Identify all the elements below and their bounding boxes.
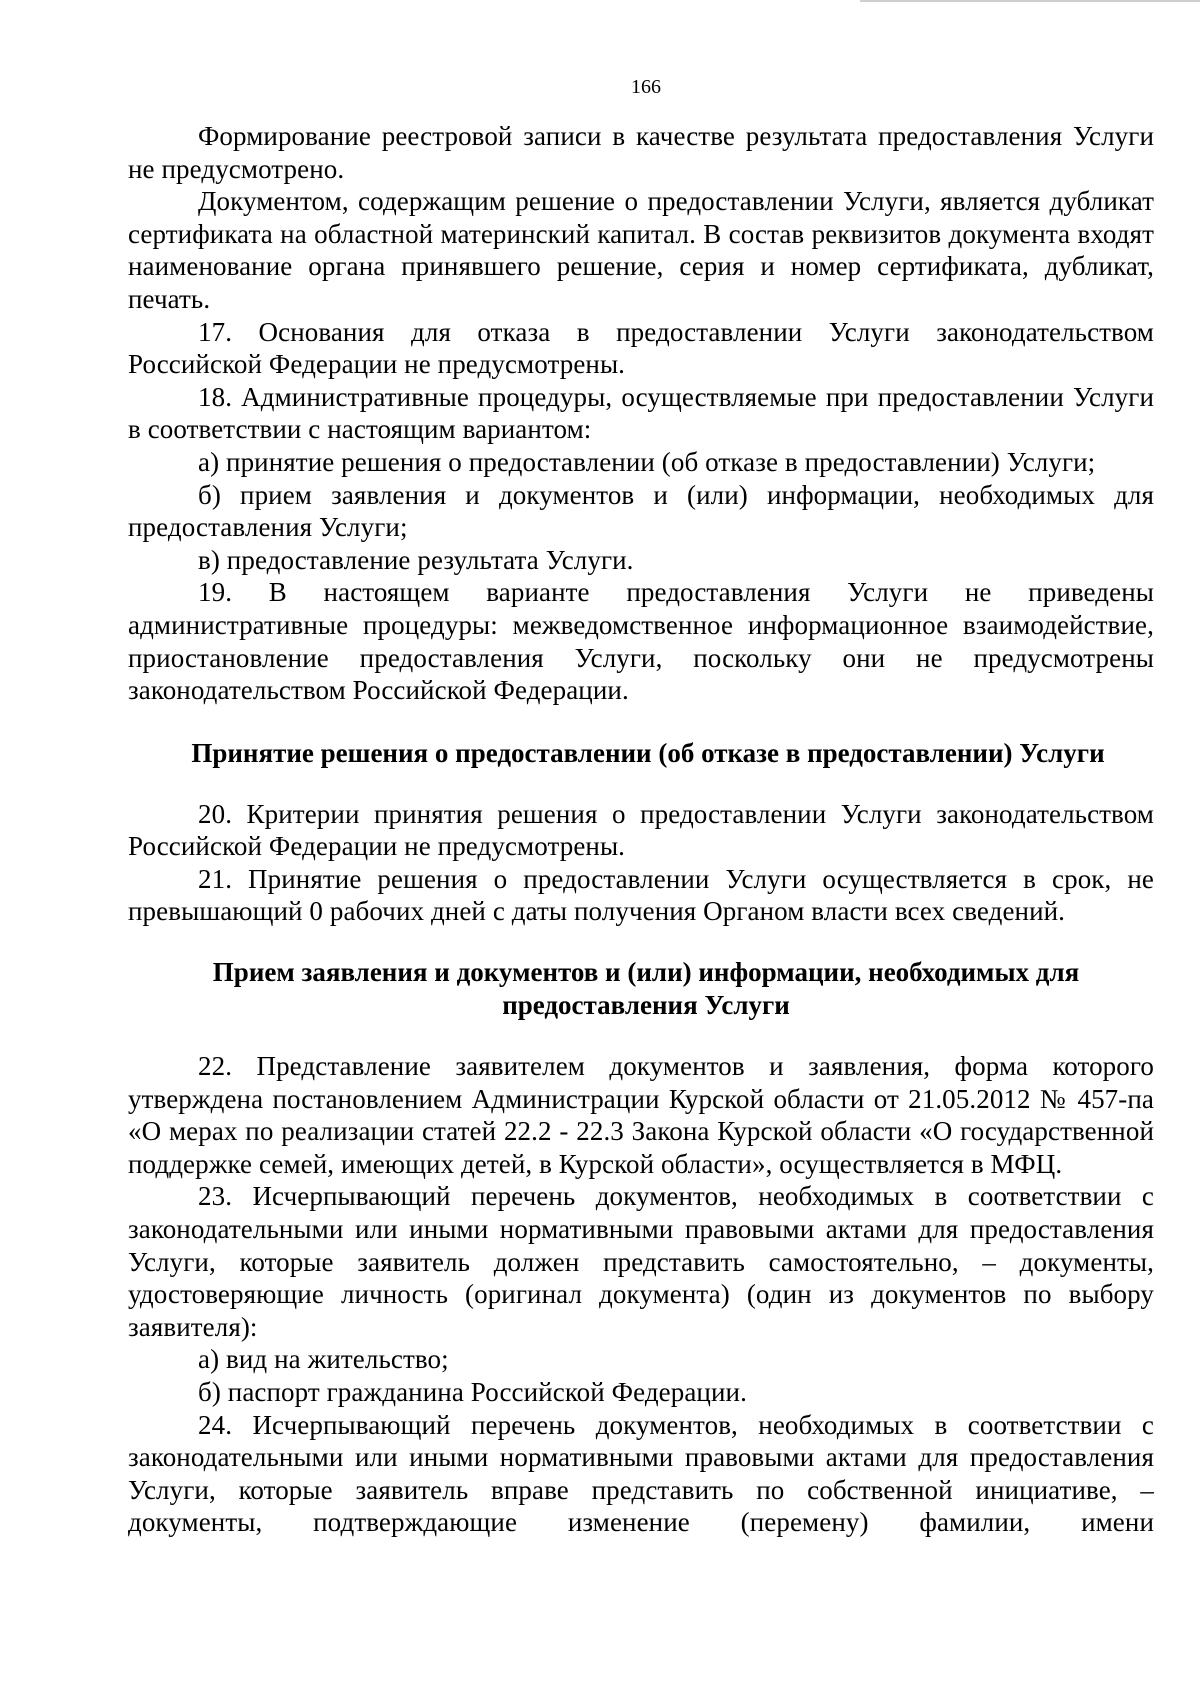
list-item-a: а) принятие решения о предоставлении (об отказе в предоставлении) Услуги; [198,446,1096,477]
list-item-residence-permit: а) вид на жительство; [198,1344,449,1375]
paragraph-23: 23. Исчерпывающий перечень документов, необходимых в соответствии с законодательными или иными нормативными правовыми актами для предоставления Услуги, которые заявитель должен представить самостоятельно, – документы, удостоверяющие личность (оригинал документа) (один из документов по выбору заявителя): [128,1181,1154,1342]
document-page [128,72,1154,1539]
scan-edge-line [860,0,1200,2]
paragraph-20: 20. Критерии принятия решения о предоставлении Услуги законодательством Российской Федерации не предусмотрены. [128,798,1154,862]
section-heading-decision: Принятие решения о предоставлении (об отказе в предоставлении) Услуги [191,737,1105,768]
list-item-passport: б) паспорт гражданина Российской Федерации. [198,1377,747,1407]
paragraph-19: 19. В настоящем варианте предоставления Услуги не приведены административные процедуры: межведомственное информационное взаимодействие, приостановление предоставления Услуги, поскольку они не предусмотрены законодательством Российской Федерации. [128,577,1154,706]
paragraph-21: 21. Принятие решения о предоставлении Услуги осуществляется в срок, не превышающий 0 рабочих дней с даты получения Органом власти всех сведений. [128,863,1154,927]
paragraph-18: 18. Административные процедуры, осуществляемые при предоставлении Услуги в соответствии с настоящим вариантом: [128,381,1154,445]
paragraph-24: 24. Исчерпывающий перечень документов, необходимых в соответствии с законодательными или иными нормативными правовыми актами для предоставления Услуги, которые заявитель вправе представить по собственной инициативе, – документы, подтверждающие изменение (перемену) фамилии, имени [128,1409,1154,1538]
paragraph-decision-document: Документом, содержащим решение о предоставлении Услуги, является дубликат сертификата на областной материнский капитал. В состав реквизитов документа входят наименование органа принявшего решение, серия и номер сертификата, дубликат, печать. [128,186,1154,314]
paragraph-17: 17. Основания для отказа в предоставлении Услуги законодательством Российской Федерации не предусмотрены. [128,316,1154,380]
page-number: 166 [631,76,661,98]
section-heading-application-intake: Прием заявления и документов и (или) информации, необходимых для предоставления Услуги [212,957,1080,1021]
paragraph-22: 22. Представление заявителем документов и заявления, форма которого утверждена постановлением Администрации Курской области от 21.05.2012 № 457-па «О мерах по реализации статей 22.2 - 22.3 Закона Курской области «О государственной поддержке семей, имеющих детей, в Курской области», осуществляется в МФЦ. [128,1051,1154,1179]
list-item-b: б) прием заявления и документов и (или) информации, необходимых для предоставления Услуги; [128,479,1154,543]
list-item-c: в) предоставление результата Услуги. [198,544,634,575]
paragraph-registry-record: Формирование реестровой записи в качестве результата предоставления Услуги не предусмотрено. [128,121,1154,184]
